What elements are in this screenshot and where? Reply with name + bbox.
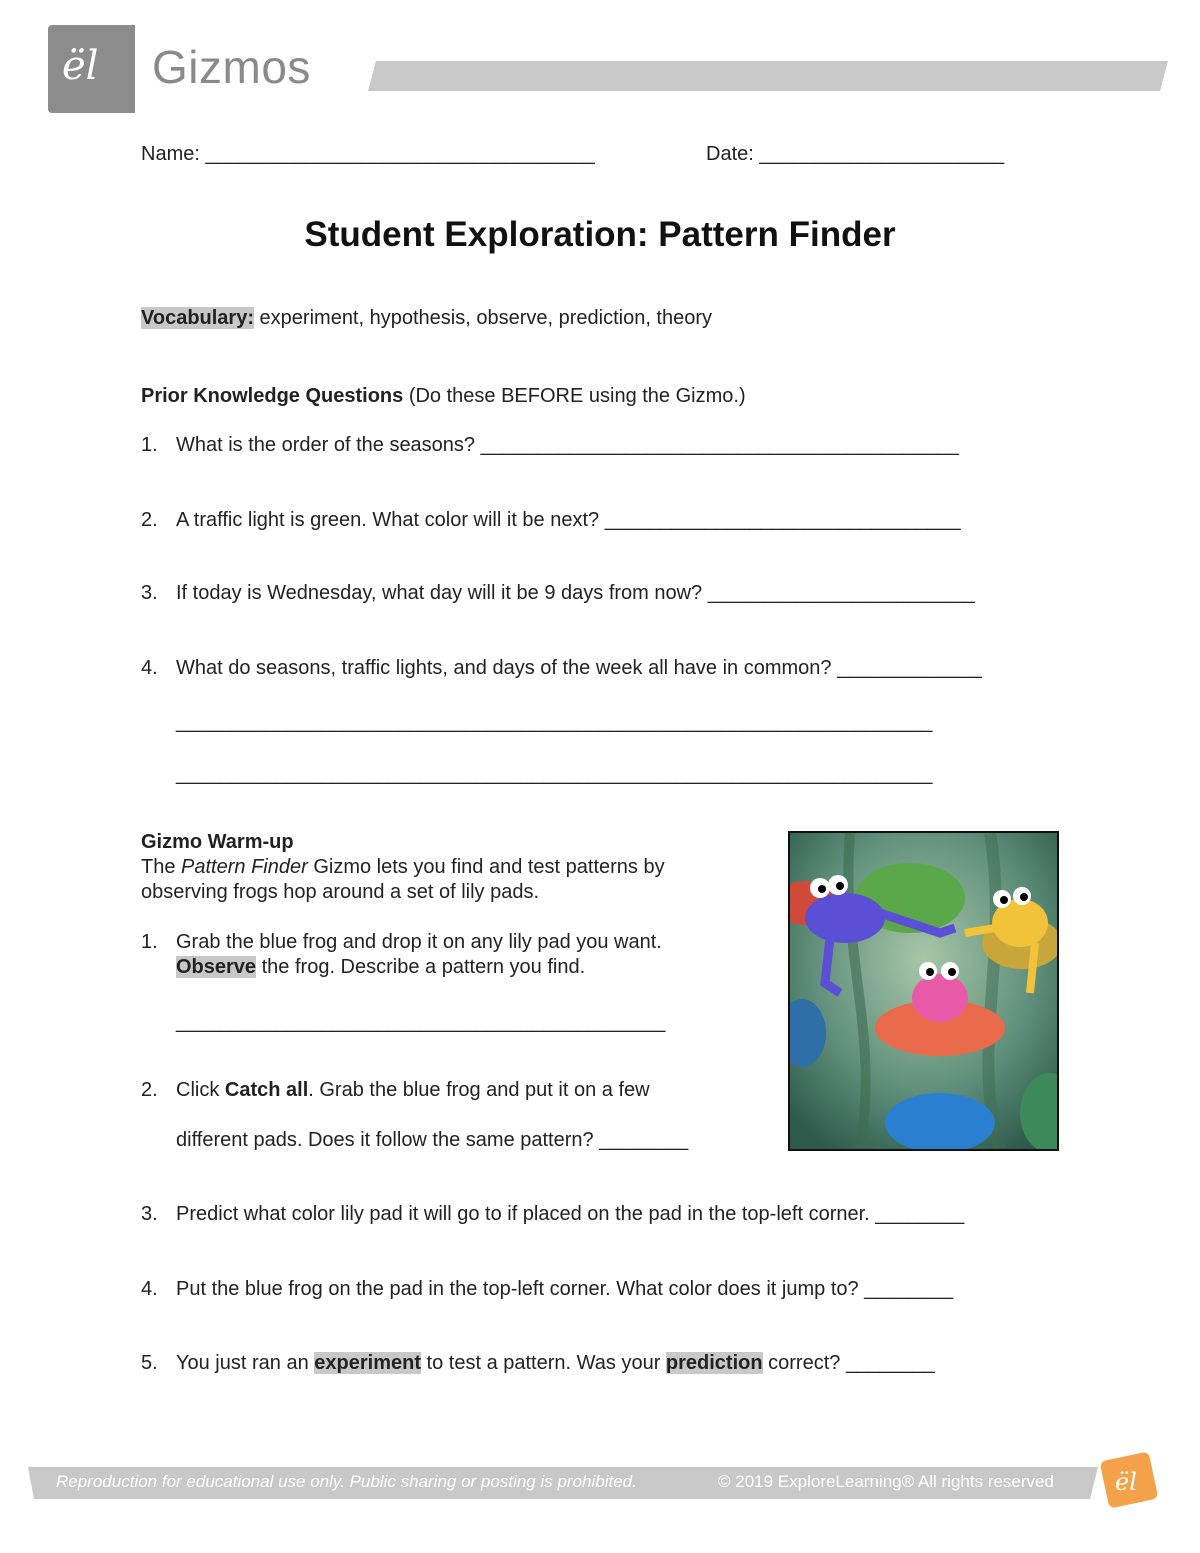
explorelearning-logo-icon	[1098, 1450, 1160, 1510]
question-number: 2.	[141, 509, 158, 531]
svg-text:ël: ël	[1115, 1468, 1137, 1496]
question-text: What is the order of the seasons? ___________________________________________	[176, 434, 959, 456]
question-number: 1.	[141, 931, 158, 953]
frog-illustration	[788, 831, 1059, 1151]
question-number: 2.	[141, 1079, 158, 1101]
warmup-question-1	[141, 929, 662, 955]
catch-all-term: Catch all	[224, 1079, 309, 1101]
warmup-question-3	[141, 1201, 964, 1227]
warmup-intro-line-1	[141, 854, 665, 880]
prior-knowledge-heading: Prior Knowledge Questions	[141, 385, 404, 407]
question-number: 1.	[141, 434, 158, 456]
question-number: 5.	[141, 1352, 158, 1374]
vocabulary-terms: experiment, hypothesis, observe, prediction, theory	[254, 307, 713, 329]
date-field: Date: ______________________	[706, 143, 1005, 165]
answer-line: ____________________________________________	[176, 1011, 666, 1033]
question-text: A traffic light is green. What color will it be next? ________________________________	[176, 509, 961, 531]
prediction-term: prediction	[665, 1352, 763, 1374]
prior-knowledge-heading-line	[141, 383, 746, 409]
warmup-question-2-line-2: different pads. Does it follow the same pattern? ________	[176, 1129, 689, 1151]
frogs-lily-pads-image	[790, 833, 1057, 1149]
prior-question-4	[141, 655, 982, 681]
question-number: 3.	[141, 1203, 158, 1225]
prior-question-2	[141, 507, 961, 533]
brand-name: Gizmos	[152, 41, 311, 93]
prior-knowledge-note: (Do these BEFORE using the Gizmo.)	[403, 385, 746, 407]
prior-question-1	[141, 432, 959, 458]
question-text: Click	[176, 1079, 225, 1101]
question-text: You just ran an	[176, 1352, 315, 1374]
page-title: Student Exploration: Pattern Finder	[304, 215, 896, 254]
gizmos-logo	[48, 25, 135, 113]
warmup-question-5	[141, 1350, 935, 1376]
question-number: 4.	[141, 657, 158, 679]
question-text: Put the blue frog on the pad in the top-left corner. What color does it jump to? ________	[176, 1278, 954, 1300]
question-text: the frog. Describe a pattern you find.	[256, 956, 586, 978]
footer-reproduction-notice: Reproduction for educational use only. Public sharing or posting is prohibited.	[56, 1472, 637, 1491]
question-text: correct? ________	[762, 1352, 935, 1374]
warmup-question-2	[141, 1077, 650, 1103]
intro-text: The	[141, 856, 182, 878]
answer-line: ____________________________________________________________________	[176, 763, 933, 785]
warmup-question-1-line-2	[176, 954, 585, 980]
prior-question-3	[141, 580, 975, 606]
question-number: 3.	[141, 582, 158, 604]
vocabulary-label: Vocabulary:	[141, 307, 254, 329]
answer-line: ____________________________________________________________________	[176, 711, 933, 733]
question-text: to test a pattern. Was your	[420, 1352, 666, 1374]
footer-copyright: © 2019 ExploreLearning® All rights reserved	[718, 1472, 1054, 1491]
name-field: Name: ___________________________________	[141, 143, 595, 165]
warmup-intro-line-2: observing frogs hop around a set of lily pads.	[141, 881, 540, 903]
warmup-question-4	[141, 1276, 953, 1302]
question-number: 4.	[141, 1278, 158, 1300]
vocabulary-line	[141, 305, 712, 331]
question-text: . Grab the blue frog and put it on a few	[308, 1079, 650, 1101]
experiment-term: experiment	[314, 1352, 421, 1374]
question-text: If today is Wednesday, what day will it be 9 days from now? ________________________	[176, 582, 975, 604]
intro-text: Gizmo lets you find and test patterns by	[307, 856, 665, 878]
question-text: Predict what color lily pad it will go to if placed on the pad in the top-left corner. ________	[176, 1203, 965, 1225]
warmup-heading: Gizmo Warm-up	[141, 831, 294, 853]
observe-term: Observe	[176, 956, 257, 978]
question-text: Grab the blue frog and drop it on any lily pad you want.	[176, 931, 662, 953]
question-text: What do seasons, traffic lights, and days of the week all have in common? _____________	[176, 657, 982, 679]
gizmo-name: Pattern Finder	[181, 856, 308, 878]
logo-mark: ël	[62, 43, 99, 89]
header-bar	[368, 61, 1168, 91]
